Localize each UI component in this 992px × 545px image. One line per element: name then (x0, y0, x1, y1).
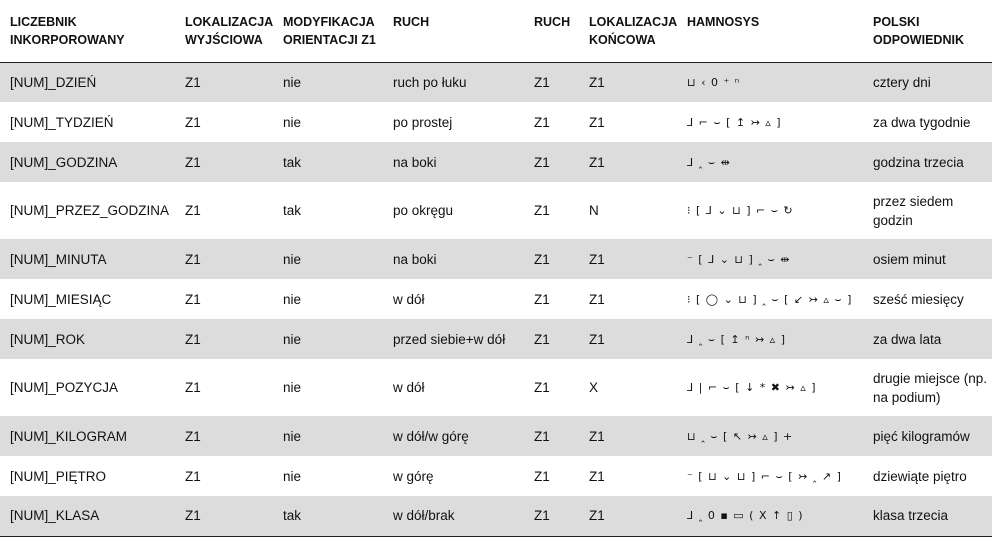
cell-lokalizacja-wyjsciowa: Z1 (175, 142, 273, 182)
table-row (0, 142, 992, 182)
cell-hamnosys: ⊔ ‸ ⌣ [ ↖ ↣ ▵ ] + (677, 416, 863, 456)
header-lokalizacja-koncowa: LOKALIZACJA KOŃCOWA (579, 0, 677, 62)
cell-modyfikacja: tak (273, 142, 383, 182)
cell-liczebnik: [NUM]_GODZINA (0, 142, 175, 182)
cell-polski: klasa trzecia (863, 496, 992, 536)
table-row (0, 62, 992, 102)
cell-lokalizacja-koncowa: Z1 (579, 239, 677, 279)
cell-modyfikacja: tak (273, 496, 383, 536)
cell-ruch: na boki (383, 239, 524, 279)
header-ruch: RUCH (383, 0, 524, 62)
cell-lokalizacja-wyjsciowa: Z1 (185, 468, 201, 484)
cell-polski: za dwa lata (863, 319, 992, 359)
table-row (0, 239, 992, 279)
cell-ruch-2: Z1 (524, 239, 579, 279)
cell-lokalizacja-koncowa: Z1 (589, 468, 605, 484)
cell-liczebnik: [NUM]_ROK (0, 319, 175, 359)
cell-polski: za dwa tygodnie (873, 114, 971, 130)
cell-hamnosys: ⅃ | ⌐ ⌣ [ ↓ * ✖ ↣ ▵ ] (687, 381, 817, 394)
cell-ruch: w dół (393, 380, 425, 395)
cell-liczebnik: [NUM]_PIĘTRO (10, 468, 107, 484)
table-row (0, 102, 992, 142)
cell-ruch-2: Z1 (534, 468, 550, 484)
cell-ruch-2: Z1 (524, 62, 579, 102)
cell-liczebnik: [NUM]_MIESIĄC (10, 291, 112, 307)
cell-hamnosys: ⊔ ‹ 0 ⁺ ⁿ (677, 62, 863, 102)
cell-lokalizacja-koncowa: Z1 (579, 496, 677, 536)
cell-modyfikacja: nie (273, 416, 383, 456)
cell-lokalizacja-wyjsciowa: Z1 (175, 496, 273, 536)
cell-hamnosys: ⅃ ‸ ⌣ ⇹ (677, 142, 863, 182)
cell-ruch-2: Z1 (524, 319, 579, 359)
table-row (0, 279, 992, 319)
header-lokalizacja-wyjsciowa: LOKALIZACJA WYJŚCIOWA (175, 0, 273, 62)
cell-hamnosys: ⁻ [ ⊔ ⌄ ⊔ ] ⌐ ⌣ [ ↣ ‸ ↗ ] (687, 469, 842, 483)
cell-lokalizacja-wyjsciowa: Z1 (185, 114, 201, 130)
cell-hamnosys: ⅃ ⌐ ⌣ [ ↥ ↣ ▵ ] (687, 115, 782, 129)
cell-modyfikacja: nie (273, 62, 383, 102)
cell-lokalizacja-koncowa: Z1 (589, 114, 605, 130)
cell-lokalizacja-koncowa: N (589, 203, 599, 218)
cell-ruch-2: Z1 (534, 114, 550, 130)
header-hamnosys: HAMNOSYS (677, 0, 863, 62)
cell-polski: osiem minut (863, 239, 992, 279)
cell-ruch: ruch po łuku (383, 62, 524, 102)
cell-hamnosys: ⁝ [ ◯ ⌄ ⊔ ] ‸ ⌣ [ ↙ ↣ ▵ ⌣ ] (687, 292, 853, 306)
cell-ruch: w dół/brak (383, 496, 524, 536)
cell-lokalizacja-koncowa: X (589, 380, 599, 395)
cell-lokalizacja-koncowa: Z1 (589, 291, 605, 307)
cell-modyfikacja: nie (283, 380, 302, 395)
cell-modyfikacja: nie (283, 291, 302, 307)
cell-lokalizacja-wyjsciowa: Z1 (175, 416, 273, 456)
cell-hamnosys: ⁝ [ ⅃ ⌄ ⊔ ] ⌐ ⌣ ↻ (687, 204, 794, 217)
cell-hamnosys: ⅃ ‸ ⌣ [ ↥ ⁿ ↣ ▵ ] (677, 319, 863, 359)
cell-modyfikacja: nie (283, 468, 302, 484)
header-row (0, 0, 992, 62)
table-row (0, 319, 992, 359)
cell-polski: drugie miejsce (np. na podium) (873, 370, 988, 405)
cell-ruch: po prostej (393, 114, 453, 130)
cell-liczebnik: [NUM]_DZIEŃ (0, 62, 175, 102)
cell-lokalizacja-koncowa: Z1 (579, 416, 677, 456)
cell-ruch-2: Z1 (524, 496, 579, 536)
cell-lokalizacja-wyjsciowa: Z1 (185, 203, 201, 218)
cell-hamnosys: ⅃ ‸ 0 ▪ ▭ ( X ↑ ▯ ) (677, 496, 863, 536)
cell-ruch: w dół/w górę (383, 416, 524, 456)
cell-lokalizacja-wyjsciowa: Z1 (185, 380, 201, 395)
table-row (0, 182, 992, 239)
cell-ruch: w dół (393, 291, 425, 307)
cell-ruch-2: Z1 (534, 291, 550, 307)
table-row (0, 496, 992, 536)
cell-polski: przez siedem godzin (873, 193, 954, 228)
cell-lokalizacja-koncowa: Z1 (579, 142, 677, 182)
header-liczebnik: LICZEBNIK INKORPOROWANY (0, 0, 175, 62)
cell-ruch: przed siebie+w dół (383, 319, 524, 359)
cell-polski: cztery dni (863, 62, 992, 102)
cell-polski: sześć miesięcy (873, 291, 964, 307)
cell-liczebnik: [NUM]_PRZEZ_GODZINA (10, 203, 170, 218)
cell-ruch-2: Z1 (524, 142, 579, 182)
header-modyfikacja: MODYFIKACJA ORIENTACJI Z1 (273, 0, 383, 62)
cell-lokalizacja-wyjsciowa: Z1 (175, 239, 273, 279)
cell-ruch: po okręgu (393, 203, 454, 218)
cell-ruch-2: Z1 (534, 380, 550, 395)
cell-lokalizacja-koncowa: Z1 (579, 62, 677, 102)
header-ruch-2: RUCH (524, 0, 579, 62)
cell-lokalizacja-koncowa: Z1 (579, 319, 677, 359)
cell-ruch: na boki (383, 142, 524, 182)
cell-modyfikacja: nie (283, 114, 302, 130)
cell-liczebnik: [NUM]_MINUTA (0, 239, 175, 279)
cell-lokalizacja-wyjsciowa: Z1 (175, 62, 273, 102)
cell-polski: godzina trzecia (863, 142, 992, 182)
table-row (0, 416, 992, 456)
cell-polski: dziewiąte piętro (873, 468, 967, 484)
table-row (0, 456, 992, 496)
cell-liczebnik: [NUM]_KILOGRAM (0, 416, 175, 456)
header-polski: POLSKI ODPOWIEDNIK (863, 0, 992, 62)
cell-hamnosys: ⁻ [ ⅃ ⌄ ⊔ ] ‸ ⌣ ⇹ (677, 239, 863, 279)
cell-liczebnik: [NUM]_KLASA (0, 496, 175, 536)
cell-liczebnik: [NUM]_POZYCJA (10, 380, 119, 395)
cell-modyfikacja: nie (273, 239, 383, 279)
cell-ruch-2: Z1 (524, 416, 579, 456)
cell-liczebnik: [NUM]_TYDZIEŃ (10, 114, 114, 130)
cell-ruch: w górę (393, 468, 434, 484)
cell-ruch-2: Z1 (534, 203, 550, 218)
table-row (0, 359, 992, 416)
cell-lokalizacja-wyjsciowa: Z1 (175, 319, 273, 359)
cell-modyfikacja: nie (273, 319, 383, 359)
cell-polski: pięć kilogramów (863, 416, 992, 456)
cell-lokalizacja-wyjsciowa: Z1 (185, 291, 201, 307)
cell-modyfikacja: tak (283, 203, 302, 218)
